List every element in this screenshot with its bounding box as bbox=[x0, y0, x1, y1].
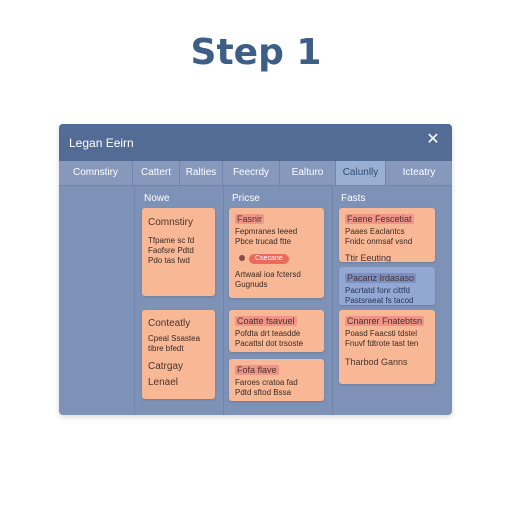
status-pill[interactable]: Csecane bbox=[249, 254, 289, 264]
card-text: Fnidc onmsaf vsnd bbox=[345, 237, 413, 246]
card-text: Gugnuds bbox=[235, 280, 268, 289]
card-subtitle: Catrgay bbox=[148, 361, 184, 372]
column-heading: Fasts bbox=[341, 193, 366, 204]
task-card[interactable] bbox=[229, 208, 324, 298]
task-card[interactable] bbox=[229, 359, 324, 401]
card-text: Fepmranes leeed bbox=[235, 227, 298, 236]
board-window bbox=[59, 124, 452, 415]
task-card[interactable] bbox=[142, 208, 215, 296]
task-card[interactable] bbox=[142, 310, 215, 399]
card-title: Fasnir bbox=[237, 214, 263, 224]
close-icon[interactable]: ✕ bbox=[426, 131, 440, 148]
tab-comnstiry[interactable]: Comnstiry bbox=[59, 161, 133, 185]
window-titlebar bbox=[59, 124, 452, 161]
card-text: Poasd Faacsti tdstel bbox=[345, 329, 418, 338]
task-card[interactable] bbox=[339, 310, 435, 384]
card-text: Pdtd sftod Bssa bbox=[235, 388, 292, 397]
card-text: Faofsre Pdtd bbox=[148, 246, 194, 255]
card-text: Pdo tas fwd bbox=[148, 256, 190, 265]
card-title: Cnanrer Fnatebtsn bbox=[347, 316, 423, 326]
card-title: Coatte fsavuel bbox=[237, 316, 295, 326]
tab-calunlly[interactable]: Calunlly bbox=[336, 161, 386, 185]
card-text: Pofdta drt teasdde bbox=[235, 329, 301, 338]
card-text: Faroes cratoa fad bbox=[235, 378, 298, 387]
card-subtitle: Lenael bbox=[148, 377, 179, 388]
column-heading: Nowe bbox=[144, 193, 170, 204]
tab-ralties[interactable]: Ralties bbox=[180, 161, 223, 185]
card-text: Pacattsl dot trsoste bbox=[235, 339, 304, 348]
card-text: Fnuvf fdtrote tast ten bbox=[345, 339, 419, 348]
card-text: Pastsraeat fs tacod bbox=[345, 296, 414, 305]
tab-bar bbox=[59, 161, 452, 186]
window-title: Legan Eeirn bbox=[69, 136, 134, 150]
task-card-selected[interactable] bbox=[339, 267, 435, 305]
column-heading: Pricse bbox=[232, 193, 260, 204]
card-footer: Ttir Eeuting bbox=[345, 253, 392, 262]
status-dot-icon bbox=[239, 255, 245, 261]
card-text: Artwaal ioa fctersd bbox=[235, 270, 301, 279]
card-title: Pacariz Irdasaso bbox=[347, 273, 415, 283]
card-title: Conteatly bbox=[148, 318, 191, 329]
card-text: Tfpame sc fd bbox=[148, 236, 195, 245]
card-text: Cpeal Ssastea bbox=[148, 334, 201, 343]
card-text: Pbce trucad ftte bbox=[235, 237, 292, 246]
tab-ealturo[interactable]: Ealturo bbox=[280, 161, 336, 185]
card-text: Paaes Eaclantcs bbox=[345, 227, 405, 236]
step-title: Step 1 bbox=[190, 32, 322, 73]
tab-icteatry[interactable]: Icteatry bbox=[402, 167, 436, 178]
column-divider bbox=[134, 185, 135, 415]
card-footer: Tharbod Ganns bbox=[345, 357, 408, 367]
card-text: tibre bfedt bbox=[148, 344, 184, 353]
tab-cattert[interactable]: Cattert bbox=[133, 161, 180, 185]
card-text: Pacrtatd fonr cittfd bbox=[345, 286, 410, 295]
column-divider bbox=[223, 185, 224, 415]
task-card[interactable] bbox=[229, 310, 324, 352]
column-divider bbox=[332, 185, 333, 415]
card-title: Faene Fescetiat bbox=[347, 214, 412, 224]
card-title: Comnstiry bbox=[148, 217, 194, 228]
tab-feecrdy[interactable]: Feecrdy bbox=[223, 161, 280, 185]
card-title: Fofa flave bbox=[237, 365, 277, 375]
card-status-row bbox=[239, 253, 318, 264]
task-card[interactable] bbox=[339, 208, 435, 262]
